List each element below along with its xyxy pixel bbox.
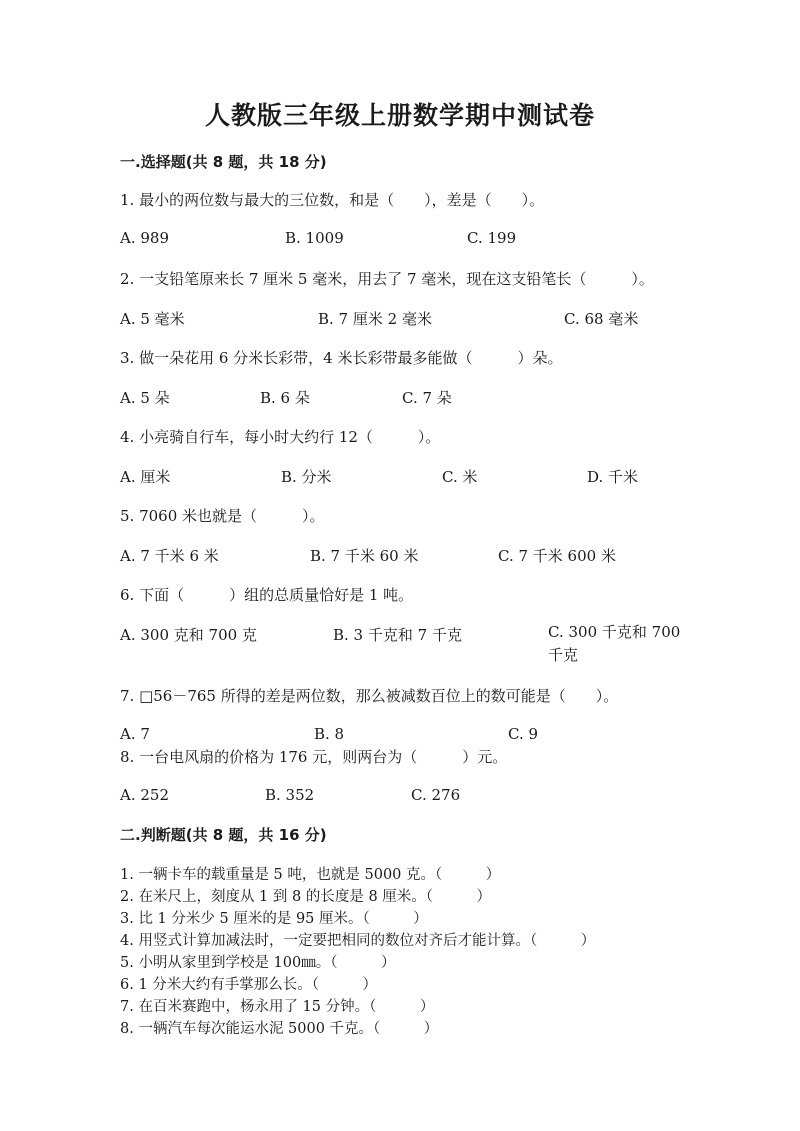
q4-option-b: B. 分米 bbox=[281, 468, 332, 486]
q1-option-a: A. 989 bbox=[120, 229, 169, 247]
q3-option-b: B. 6 朵 bbox=[260, 389, 310, 407]
q1-option-c: C. 199 bbox=[467, 229, 517, 247]
q7-option-c: C. 9 bbox=[508, 725, 539, 743]
q6-option-c: C. 300 千克和 700 千克 bbox=[548, 623, 681, 664]
question-7: 7. □56－765 所得的差是两位数，那么被减数百位上的数可能是（ ）。 bbox=[120, 687, 619, 705]
judge-item-3: 3. 比 1 分米少 5 厘米的是 95 厘米。（ ） bbox=[120, 911, 428, 927]
judge-item-8: 8. 一辆汽车每次能运水泥 5000 千克。（ ） bbox=[120, 1021, 439, 1037]
q3-option-c: C. 7 朵 bbox=[402, 389, 452, 407]
q4-option-c: C. 米 bbox=[442, 468, 478, 486]
judge-item-1: 1. 一辆卡车的载重量是 5 吨，也就是 5000 克。（ ） bbox=[120, 867, 501, 883]
question-6: 6. 下面（ ）组的总质量恰好是 1 吨。 bbox=[120, 586, 414, 604]
q6-option-b: B. 3 千克和 7 千克 bbox=[333, 626, 462, 644]
judge-item-7: 7. 在百米赛跑中，杨永用了 15 分钟。（ ） bbox=[120, 999, 435, 1015]
question-1: 1. 最小的两位数与最大的三位数，和是（ ），差是（ ）。 bbox=[120, 191, 545, 209]
question-5: 5. 7060 米也就是（ ）。 bbox=[120, 507, 325, 525]
question-8: 8. 一台电风扇的价格为 176 元，则两台为（ ）元。 bbox=[120, 748, 508, 766]
judge-item-2: 2. 在米尺上，刻度从 1 到 8 的长度是 8 厘米。（ ） bbox=[120, 889, 492, 905]
q2-option-a: A. 5 毫米 bbox=[120, 310, 185, 328]
q5-option-c: C. 7 千米 600 米 bbox=[498, 547, 616, 565]
q8-option-c: C. 276 bbox=[411, 786, 461, 804]
section-heading-choice: 一.选择题(共 8 题，共 18 分) bbox=[120, 153, 327, 171]
q3-option-a: A. 5 朵 bbox=[120, 389, 170, 407]
q7-option-b: B. 8 bbox=[314, 725, 345, 743]
q5-option-b: B. 7 千米 60 米 bbox=[310, 547, 419, 565]
judge-item-5: 5. 小明从家里到学校是 100㎜。（ ） bbox=[120, 955, 396, 971]
question-3: 3. 做一朵花用 6 分米长彩带，4 米长彩带最多能做（ ）朵。 bbox=[120, 349, 563, 367]
q7-option-a: A. 7 bbox=[120, 725, 150, 743]
page-title: 人教版三年级上册数学期中测试卷 bbox=[204, 101, 595, 130]
judge-item-6: 6. 1 分米大约有手掌那么长。（ ） bbox=[120, 977, 378, 993]
q8-option-b: B. 352 bbox=[265, 786, 315, 804]
section-heading-judgement: 二.判断题(共 8 题，共 16 分) bbox=[120, 826, 327, 844]
q8-option-a: A. 252 bbox=[120, 786, 169, 804]
question-2: 2. 一支铅笔原来长 7 厘米 5 毫米，用去了 7 毫米，现在这支铅笔长（ ）。 bbox=[120, 270, 654, 288]
judge-item-4: 4. 用竖式计算加减法时，一定要把相同的数位对齐后才能计算。（ ） bbox=[120, 933, 596, 949]
q1-option-b: B. 1009 bbox=[285, 229, 344, 247]
q5-option-a: A. 7 千米 6 米 bbox=[120, 547, 219, 565]
q4-option-d: D. 千米 bbox=[587, 468, 639, 486]
question-4: 4. 小亮骑自行车，每小时大约行 12（ ）。 bbox=[120, 428, 441, 446]
q2-option-b: B. 7 厘米 2 毫米 bbox=[318, 310, 432, 328]
q6-option-a: A. 300 克和 700 克 bbox=[120, 626, 257, 644]
q4-option-a: A. 厘米 bbox=[120, 468, 171, 486]
q2-option-c: C. 68 毫米 bbox=[564, 310, 639, 328]
